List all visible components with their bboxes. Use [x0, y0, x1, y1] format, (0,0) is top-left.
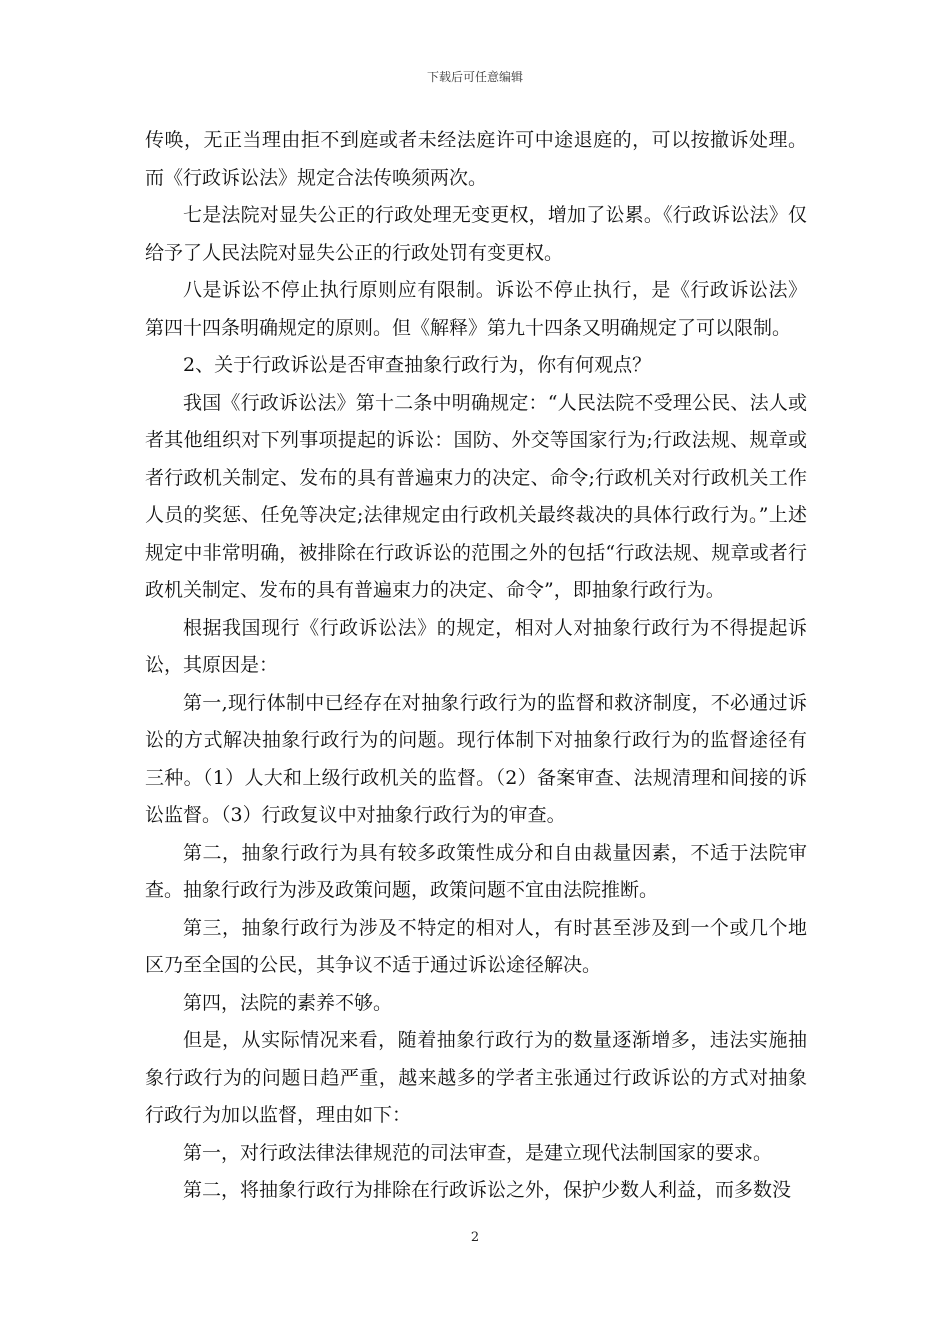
paragraph-reason-three: 第三，抽象行政行为涉及不特定的相对人，有时甚至涉及到一个或几个地区乃至全国的公民，其争议不适于通过诉讼途径解决。	[145, 916, 807, 976]
paragraph-argument-two: 第二，将抽象行政行为排除在行政诉讼之外，保护少数人利益，而多数没	[183, 1179, 792, 1201]
page-header: 下载后可任意编辑	[426, 70, 523, 84]
paragraph-counterview: 但是，从实际情况来看，随着抽象行政行为的数量逐渐增多，违法实施抽象行政行为的问题日趋严重，越来越多的学者主张通过行政诉讼的方式对抽象行政行为加以监督，理由如下：	[145, 1029, 807, 1126]
question-heading: 2、关于行政诉讼是否审查抽象行政行为，你有何观点？	[183, 354, 652, 376]
paragraph-continuation: 传唤，无正当理由拒不到庭或者未经法庭许可中途退庭的，可以按撤诉处理。而《行政诉讼法》规定合法传唤须两次。	[145, 129, 807, 189]
paragraph-reason-one: 第一,现行体制中已经存在对抽象行政行为的监督和救济制度，不必通过诉讼的方式解决抽象行政行为的问题。现行体制下对抽象行政行为的监督途径有三种。（1）人大和上级行政机关的监督。（2）备案审查、法规清理和间接的诉讼监督。（3）行政复议中对抽象行政行为的审查。	[145, 691, 807, 826]
paragraph-law-article: 我国《行政诉讼法》第十二条中明确规定：“人民法院不受理公民、法人或者其他组织对下列事项提起的诉讼：国防、外交等国家行为;行政法规、规章或者行政机关制定、发布的具有普遍束力的决定、命令;行政机关对行政机关工作人员的奖惩、任免等决定;法律规定由行政机关最终裁决的具体行政行为。”上述规定中非常明确，被排除在行政诉讼的范围之外的包括“行政法规、规章或者行政机关制定、发布的具有普遍束力的决定、命令”，即抽象行政行为。	[145, 391, 807, 601]
body-text	[145, 122, 807, 1210]
paragraph-point-seven: 七是法院对显失公正的行政处理无变更权，增加了讼累。《行政诉讼法》仅给予了人民法院对显失公正的行政处罚有变更权。	[145, 204, 807, 264]
paragraph-argument-one: 第一，对行政法律法律规范的司法审查，是建立现代法制国家的要求。	[183, 1141, 773, 1164]
paragraph-point-eight: 八是诉讼不停止执行原则应有限制。诉讼不停止执行，是《行政诉讼法》第四十四条明确规定的原则。但《解释》第九十四条又明确规定了可以限制。	[145, 279, 807, 339]
paragraph-reason-two: 第二，抽象行政行为具有较多政策性成分和自由裁量因素，不适于法院审查。抽象行政行为涉及政策问题，政策问题不宜由法院推断。	[145, 841, 807, 901]
paragraph-reasons-intro: 根据我国现行《行政诉讼法》的规定，相对人对抽象行政行为不得提起诉讼，其原因是：	[145, 616, 807, 676]
paragraph-reason-four: 第四，法院的素养不够。	[183, 991, 393, 1014]
page-number: 2	[470, 1230, 480, 1245]
